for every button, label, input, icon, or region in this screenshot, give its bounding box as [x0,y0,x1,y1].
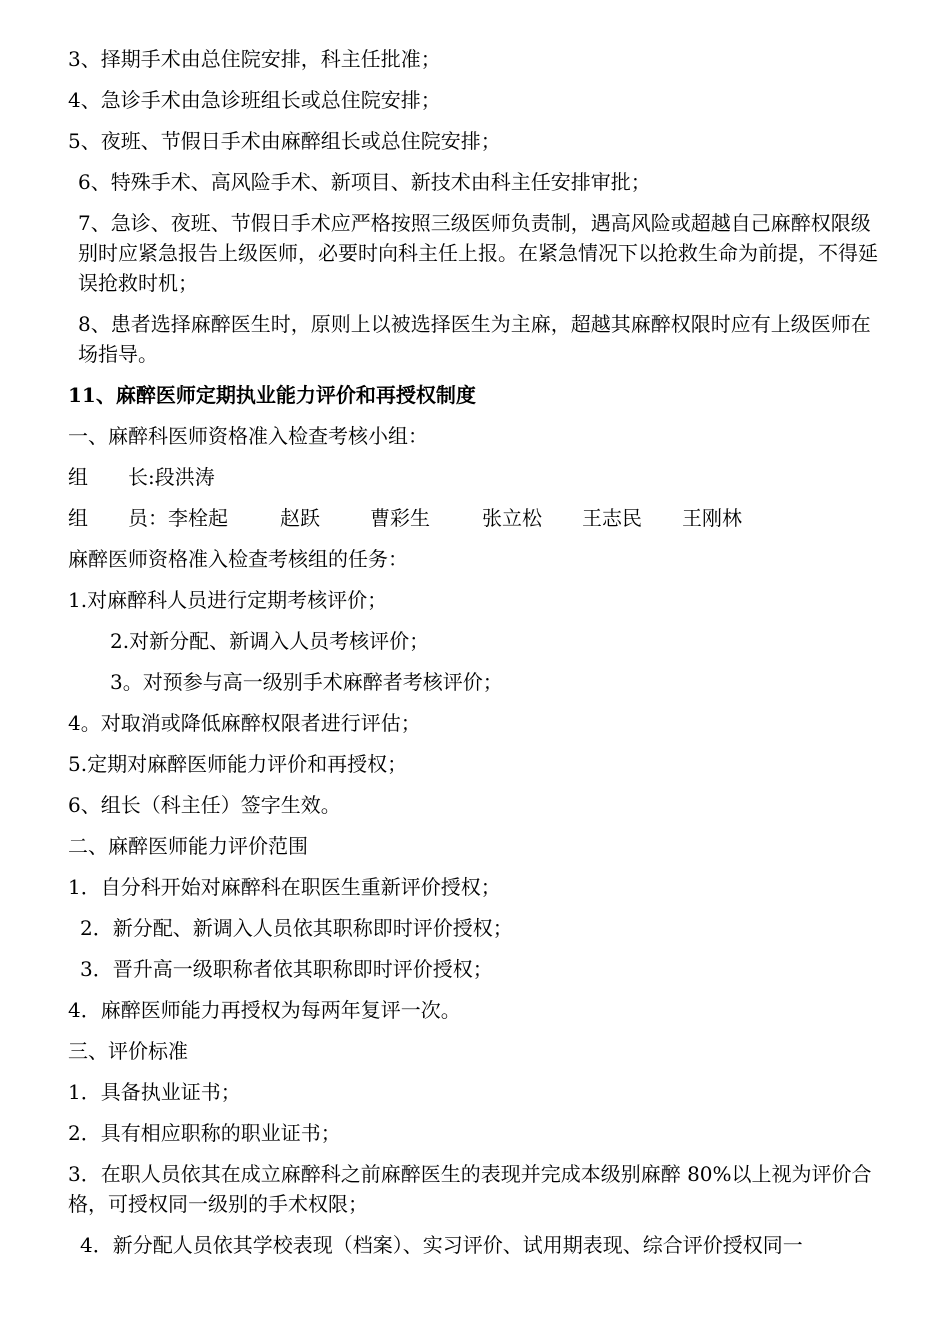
scope-item: 1．自分科开始对麻醉科在职医生重新评价授权； [68,875,501,899]
scope-item: 4．麻醉医师能力再授权为每两年复评一次。 [68,998,461,1022]
paragraph-item-4: 4、急诊手术由急诊班组长或总住院安排； [68,88,441,112]
leader-name: 段洪涛 [154,465,215,489]
leader-row [68,462,888,492]
member-name: 王志民 [582,506,642,530]
member-name: 张立松 [482,506,542,530]
group-heading: 一、麻醉科医师资格准入检查考核小组： [68,424,428,448]
criteria-item: 3．在职人员依其在成立麻醉科之前麻醉医生的表现并完成本级别麻醉 80%以上视为评价合格，可授权同一级别的手术权限； [68,1162,872,1216]
task-item: 1.对麻醉科人员进行定期考核评价； [68,588,388,612]
paragraph-item-6: 6、特殊手术、高风险手术、新项目、新技术由科主任安排审批； [78,170,651,194]
task-item: 2.对新分配、新调入人员考核评价； [110,629,430,653]
section-title: 11、麻醉医师定期执业能力评价和再授权制度 [68,383,476,407]
criteria-item: 2．具有相应职称的职业证书； [68,1121,341,1145]
members-row [68,503,888,533]
paragraph-item-8: 8、患者选择麻醉医生时，原则上以被选择医生为主麻，超越其麻醉权限时应有上级医师在场指导。 [78,312,871,366]
task-item: 3。对预参与高一级别手术麻醉者考核评价； [110,670,503,694]
scope-item: 2．新分配、新调入人员依其职称即时评价授权； [80,916,513,940]
paragraph-item-5: 5、夜班、节假日手术由麻醉组长或总住院安排； [68,129,501,153]
scope-heading: 二、麻醉医师能力评价范围 [68,834,308,858]
criteria-heading: 三、评价标准 [68,1039,188,1063]
member-name: 曹彩生 [370,506,430,530]
leader-label: 组 长: [68,465,155,489]
paragraph-item-7: 7、急诊、夜班、节假日手术应严格按照三级医师负责制，遇高风险或超越自己麻醉权限级别时应紧急报告上级医师，必要时向科主任上报。在紧急情况下以抢救生命为前提，不得延误抢救时机； [78,211,878,295]
document-page [68,44,888,1271]
member-name: 李栓起 [168,506,228,530]
criteria-item: 1．具备执业证书； [68,1080,241,1104]
members-label: 组 员： [68,506,168,530]
task-item: 5.定期对麻醉医师能力评价和再授权； [68,752,408,776]
paragraph-item-3: 3、择期手术由总住院安排，科主任批准； [68,47,441,71]
task-item: 4。对取消或降低麻醉权限者进行评估； [68,711,421,735]
scope-item: 3．晋升高一级职称者依其职称即时评价授权； [80,957,493,981]
member-name: 赵跃 [280,506,320,530]
member-name: 王刚林 [682,506,742,530]
criteria-item: 4．新分配人员依其学校表现（档案）、实习评价、试用期表现、综合评价授权同一 [80,1233,803,1257]
task-item: 6、组长（科主任）签字生效。 [68,793,341,817]
tasks-heading: 麻醉医师资格准入检查考核组的任务： [68,547,408,571]
